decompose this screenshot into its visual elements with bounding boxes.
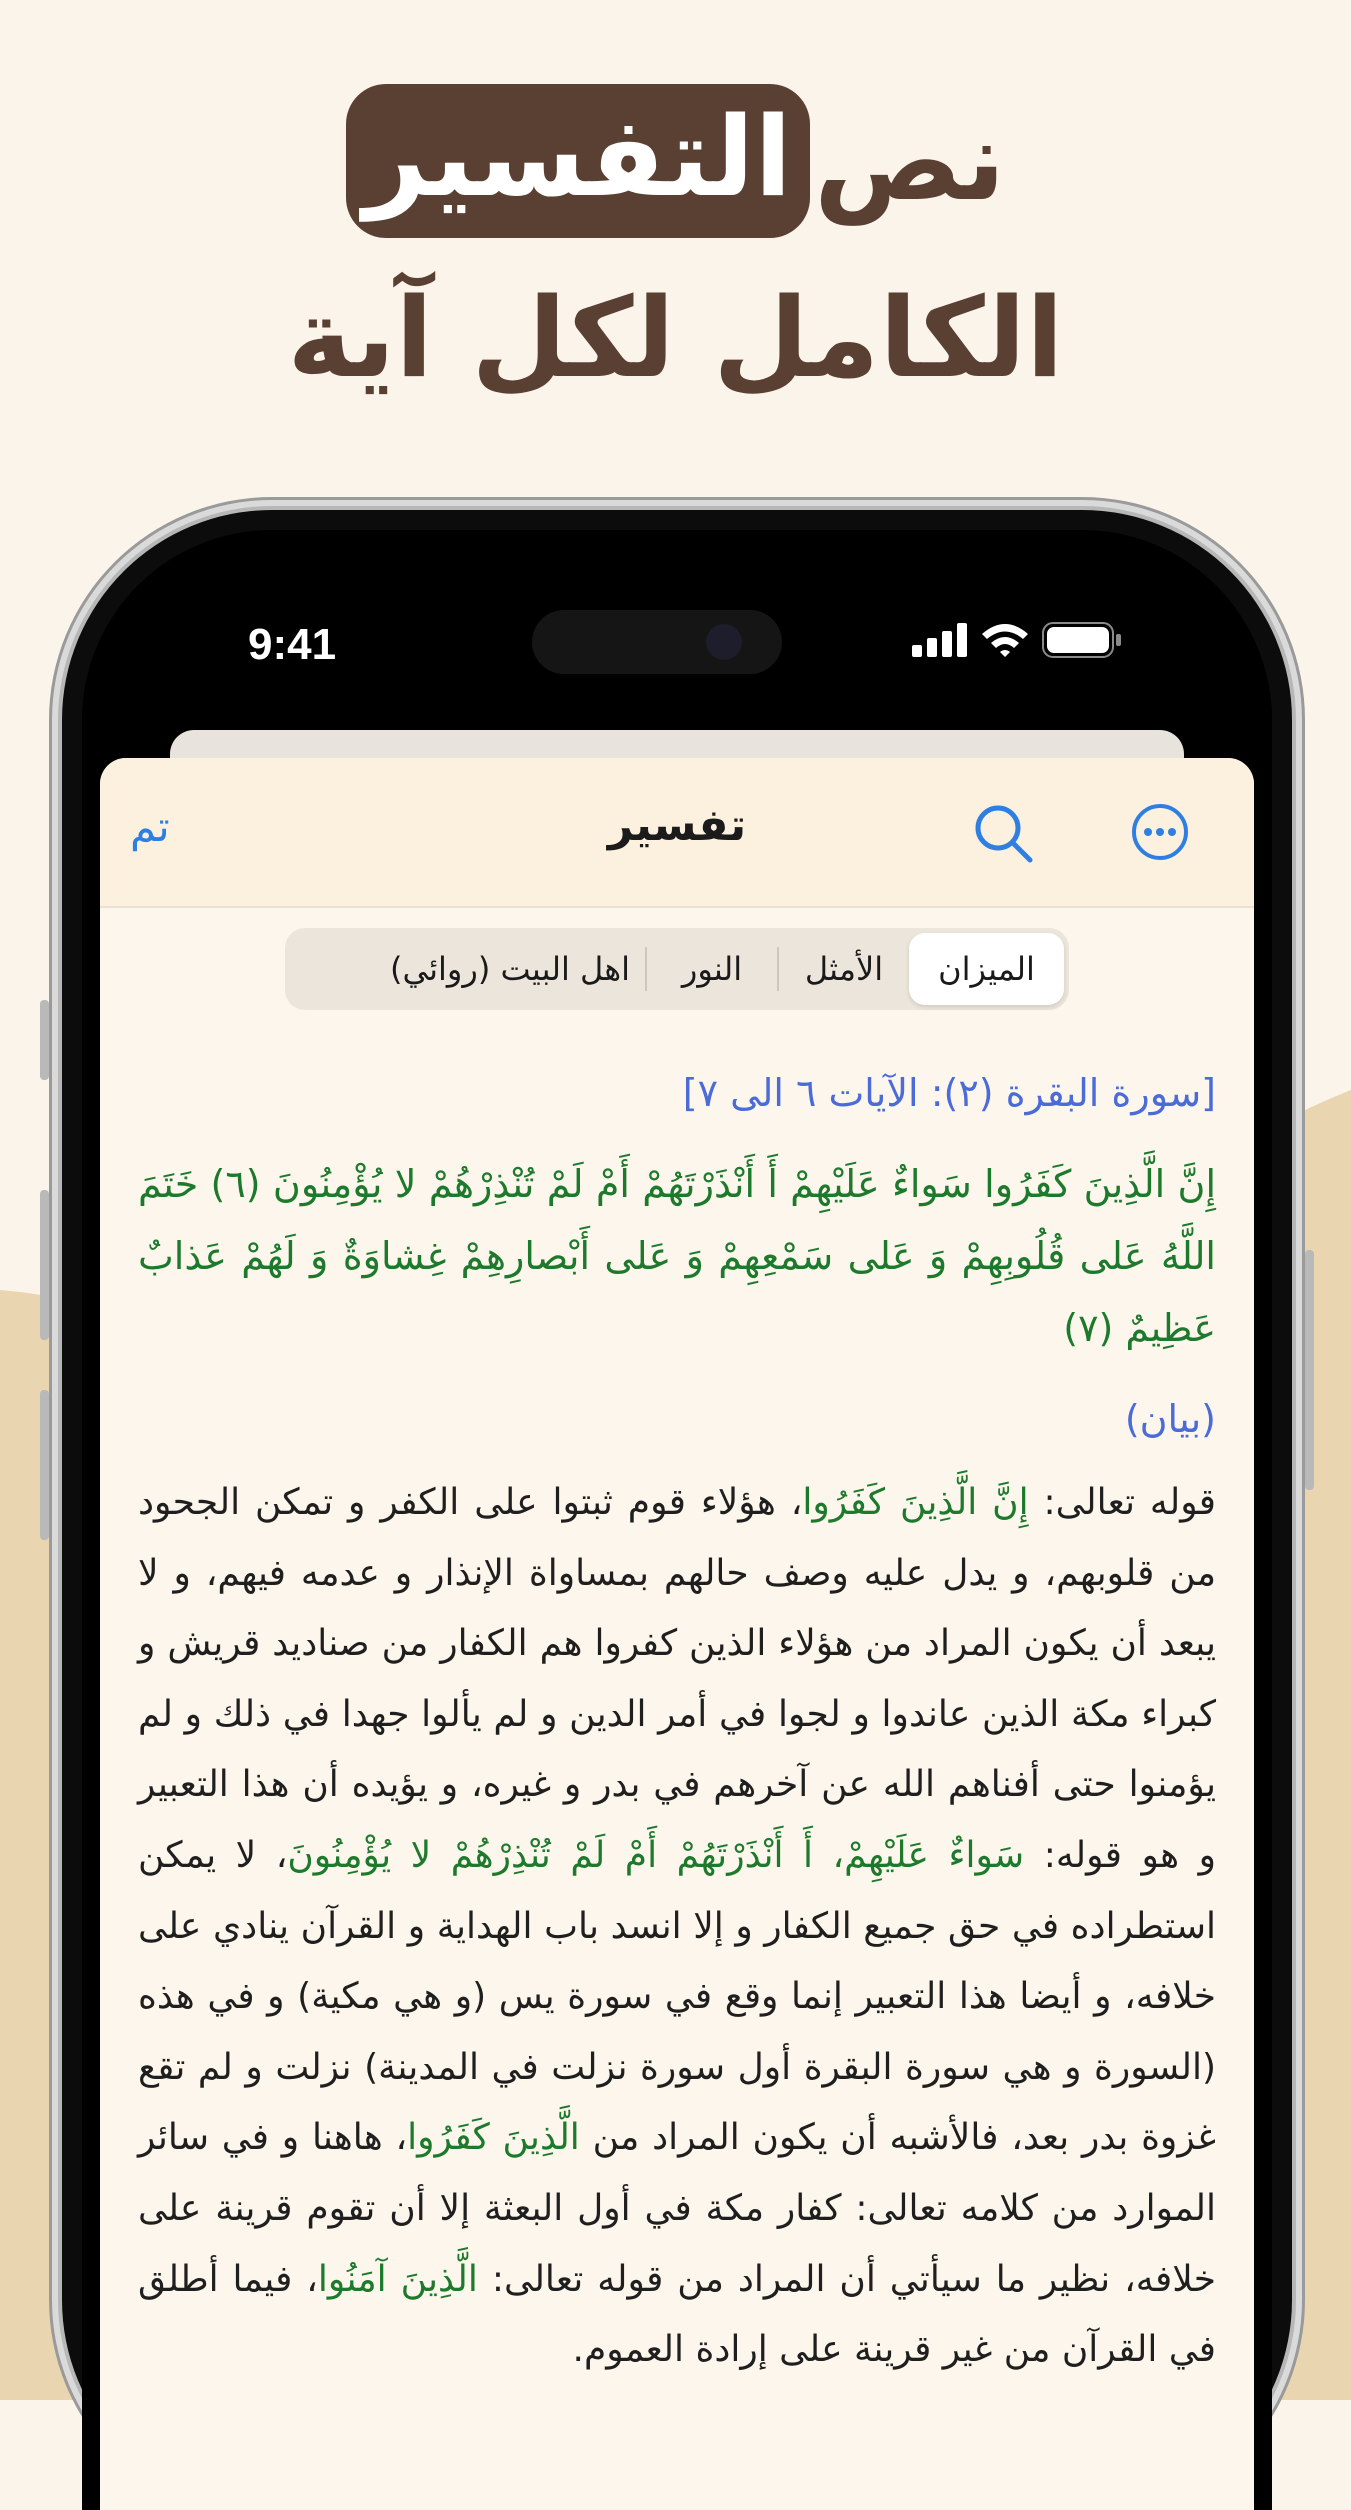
tab-al-mizan[interactable]: الميزان bbox=[909, 933, 1064, 1005]
body-text: ، هاهنا و في سائر الموارد من كلامه تعالى: كفار مكة في أول البعثة إلا أن تقوم قرينة على خلافه، نظير ما سيأتي أن المراد من قوله تعالى: bbox=[138, 2117, 1216, 2300]
tab-al-nur[interactable]: النور bbox=[681, 950, 743, 988]
section-heading: (بيان) bbox=[1124, 1397, 1216, 1441]
cellular-signal-icon bbox=[912, 623, 968, 657]
phone-volume-up-button bbox=[40, 1190, 49, 1340]
wifi-icon bbox=[980, 622, 1030, 658]
navigation-bar bbox=[100, 758, 1254, 908]
headline-highlight: التفسير bbox=[346, 84, 810, 238]
search-icon[interactable] bbox=[972, 802, 1036, 866]
ellipsis-circle-icon[interactable] bbox=[1130, 802, 1190, 862]
body-text: ، هؤلاء قوم ثبتوا على الكفر و تمكن الجحود من قلوبهم، و يدل عليه وصف حالهم بمساواة الإنذار و عدمه فيهم، و لا يبعد أن يكون المراد من هؤلاء الذين كفروا هم الكفار من صناديد قريش و كبراء مكة الذين عاندوا و لجوا في أمر الدين و لم يألوا جهدا في ذلك و لم يؤمنوا حتى أفناهم الله عن آخرهم في بدر و غيره، و يؤيده أن هذا التعبير و هو قوله: bbox=[138, 1482, 1216, 1876]
phone-power-button bbox=[1305, 1250, 1314, 1490]
page-title: تفسير bbox=[607, 800, 747, 851]
battery-icon bbox=[1042, 622, 1122, 658]
promo-headline bbox=[0, 72, 1351, 402]
phone-volume-down-button bbox=[40, 1390, 49, 1540]
dynamic-island bbox=[532, 610, 782, 674]
headline-word: نص bbox=[814, 97, 1006, 225]
phone-screen bbox=[82, 530, 1272, 2510]
status-bar bbox=[82, 620, 1272, 710]
body-text: ، فيما أطلق في القرآن من غير قرينة على إرادة العموم. bbox=[138, 2258, 1216, 2371]
body-text: قوله تعالى: bbox=[1028, 1482, 1216, 1523]
headline-line-2: الكامل لكل آية bbox=[287, 274, 1064, 402]
tafsir-content bbox=[138, 1058, 1216, 2386]
phone-frame bbox=[62, 510, 1292, 2510]
body-text: ، لا يمكن استطراده في حق جميع الكفار و إلا انسد باب الهداية و القرآن ينادي على خلافه، و أيضا هذا التعبير إنما وقع في سورة يس (و هي مكية) و في هذه (السورة و هي سورة البقرة أول سورة نزلت في المدينة) نزلت و لم تقع غزوة بدر بعد، فالأشبه أن يكون المراد من bbox=[138, 1834, 1217, 2159]
done-button[interactable]: تم bbox=[130, 802, 170, 851]
status-time: 9:41 bbox=[248, 620, 337, 669]
ayah-text: إِنَّ الَّذِينَ كَفَرُوا سَواءٌ عَلَيْهِمْ أَ أَنْذَرْتَهُمْ أَمْ لَمْ تُنْذِرْهُمْ لا يُؤْمِنُونَ (٦) خَتَمَ اللَّهُ عَلى قُلُوبِهِمْ وَ عَلى سَمْعِهِمْ وَ عَلى أَبْصارِهِمْ غِشاوَةٌ وَ لَهُمْ عَذابٌ عَظِيمٌ (٧) bbox=[138, 1162, 1216, 1350]
camera-icon bbox=[706, 624, 742, 660]
tab-ahl-al-bayt[interactable]: اهل البيت (روائي) bbox=[389, 950, 631, 988]
quran-quote: الَّذِينَ آمَنُوا bbox=[317, 2258, 478, 2300]
quran-quote: سَواءٌ عَلَيْهِمْ، أَ أَنْذَرْتَهُمْ أَمْ لَمْ تُنْذِرْهُمْ لا يُؤْمِنُونَ bbox=[287, 1834, 1025, 1876]
headline-line-1 bbox=[0, 72, 1351, 250]
tafsir-source-segmented-control bbox=[285, 928, 1069, 1010]
tafsir-body-text bbox=[138, 1468, 1216, 2386]
ayah-reference: [سورة البقرة (٢): الآيات ٦ الى ٧] bbox=[682, 1071, 1216, 1115]
tab-al-amthal[interactable]: الأمثل bbox=[804, 950, 884, 988]
quran-quote: إِنَّ الَّذِينَ كَفَرُوا bbox=[802, 1482, 1029, 1523]
quran-quote: الَّذِينَ كَفَرُوا bbox=[407, 2117, 580, 2159]
status-icons bbox=[912, 622, 1122, 658]
phone-action-button bbox=[40, 1000, 49, 1080]
tafsir-sheet bbox=[100, 758, 1254, 2510]
